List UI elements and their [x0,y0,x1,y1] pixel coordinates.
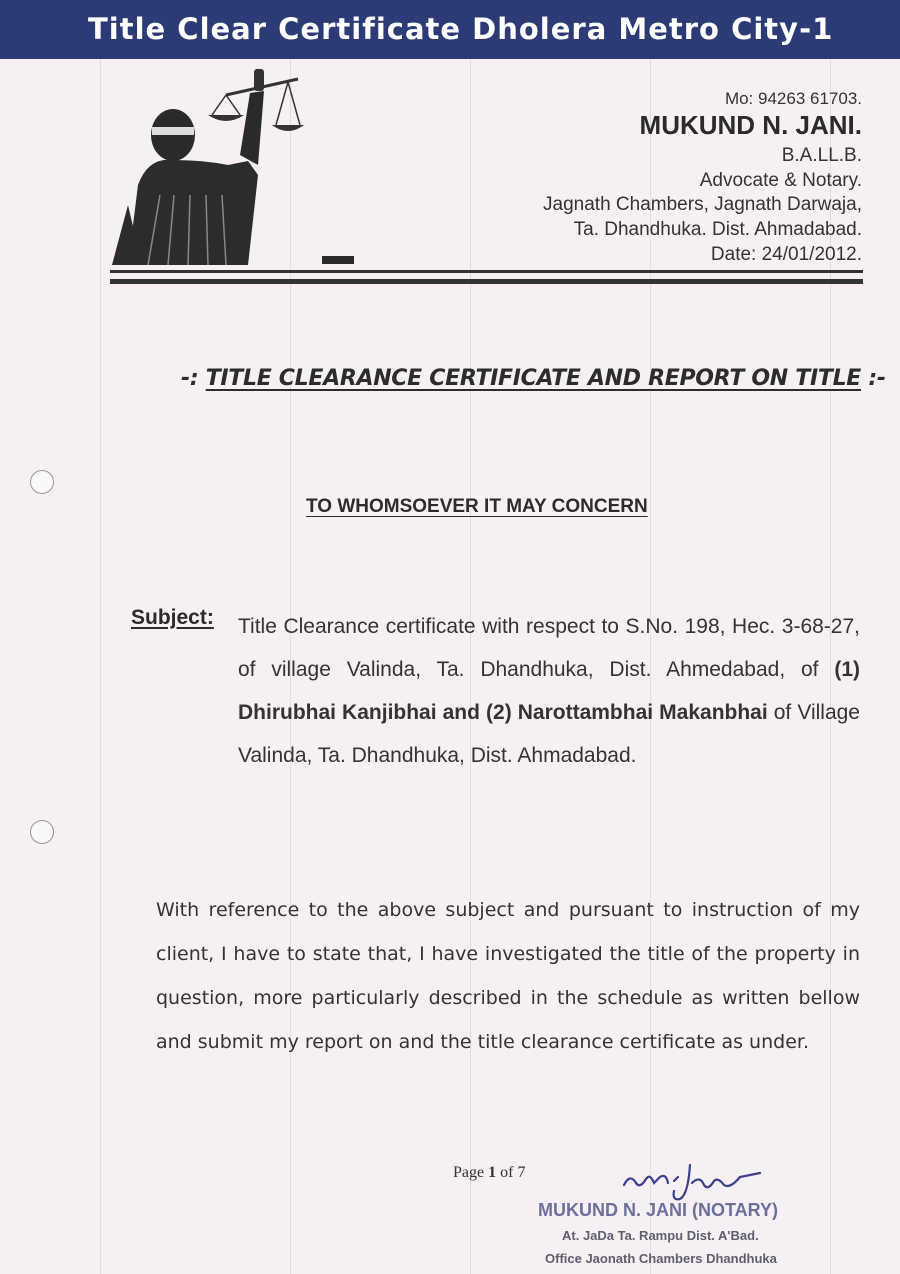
advocate-degree: B.A.LL.B. [781,145,862,166]
title-suffix: :- [868,366,886,391]
salutation: TO WHOMSOEVER IT MAY CONCERN [306,496,648,517]
title-text: TITLE CLEARANCE CERTIFICATE AND REPORT ON TITLE [205,366,862,391]
page-of: of [496,1164,518,1181]
advocate-name: MUKUND N. JANI. [639,110,862,140]
page-label: Page [453,1164,489,1181]
advocate-address-line1: Jagnath Chambers, Jagnath Darwaja, [543,194,862,215]
title-banner [0,0,900,59]
subject-owners: (1) Dhirubhai Kanjibhai and (2) Narottambhai Makanbhai [238,658,860,724]
advocate-profession: Advocate & Notary. [699,170,862,191]
letterhead-mark [322,256,354,264]
subject-text-part1: Title Clearance certificate with respect to S.No. 198, Hec. 3-68-27, of village Valinda, Ta. Dhandhuka, Dist. Ahmedabad, of [238,615,860,681]
title-prefix: -: [181,366,199,391]
punch-hole [30,470,54,494]
page-current: 1 [488,1164,497,1181]
notary-stamp-line2: Office Jaonath Chambers Dhandhuka [545,1251,777,1266]
page-total: 7 [517,1164,526,1181]
letter-date: Date: 24/01/2012. [710,244,862,265]
subject-label: Subject: [131,606,214,629]
page-number [453,1164,525,1182]
notary-stamp-name: MUKUND N. JANI (NOTARY) [538,1200,778,1220]
paper-fold-line [100,59,101,1274]
advocate-address-line2: Ta. Dhandhuka. Dist. Ahmadabad. [573,219,862,240]
letterhead-divider [110,279,863,284]
subject-text-part2: of Village Valinda, Ta. Dhandhuka, Dist. Ahmadabad. [238,701,860,767]
punch-hole [30,820,54,844]
notary-stamp-line1: At. JaDa Ta. Rampu Dist. A'Bad. [562,1228,759,1243]
advocate-mobile: Mo: 94263 61703. [724,89,862,108]
signature-icon [600,1155,790,1205]
banner-title: Title Clear Certificate Dholera Metro City-1 [88,12,834,46]
lady-justice-logo-icon [108,65,308,270]
letterhead-divider [110,270,863,273]
body-paragraph: With reference to the above subject and pursuant to instruction of my client, I have to state that, I have investigated the title of the property in question, more particularly described in the schedule as written bellow and submit my report on and the title clearance certificate as under. [156,899,860,1053]
subject-text [238,605,860,777]
certificate-title [181,366,886,391]
